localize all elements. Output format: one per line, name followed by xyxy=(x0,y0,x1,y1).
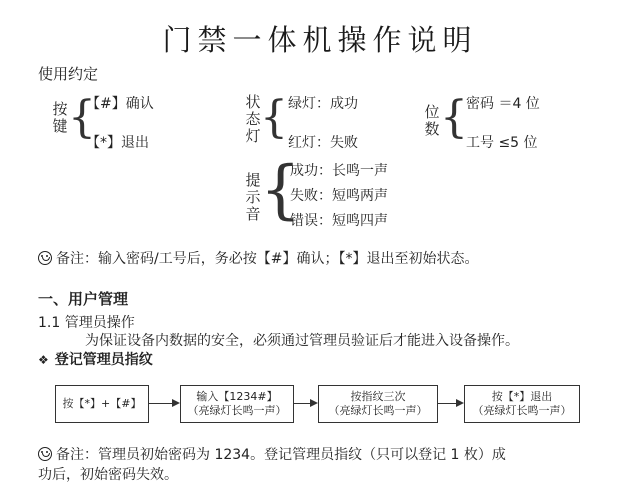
section-admin-description: 为保证设备内数据的安全，必须通过管理员验证后才能进入设备操作。 xyxy=(85,333,519,349)
section-admin-operation: 1.1 管理员操作 xyxy=(38,315,135,331)
flow-step-4-line1: 按【*】退出 xyxy=(491,390,553,403)
tone-label: 提示音 xyxy=(245,171,261,223)
tone-brace: { xyxy=(260,153,301,227)
status-light-label: 状态灯 xyxy=(245,93,261,145)
flow-step-3-line2: （亮绿灯长鸣一声） xyxy=(328,404,428,417)
digits-label: 位数 xyxy=(424,103,440,138)
flow-step-4 xyxy=(464,385,580,423)
note-2-line1: 备注：管理员初始密码为 1234。登记管理员指纹（只可以登记 1 枚）成 xyxy=(56,447,506,463)
keys-item-exit: 【*】退出 xyxy=(86,135,149,151)
keys-brace: { xyxy=(68,92,96,143)
keys-label: 按键 xyxy=(52,100,68,135)
flow-step-4-line2: （亮绿灯长鸣一声） xyxy=(472,404,572,417)
digits-brace: { xyxy=(440,92,468,143)
note-2-line2: 功后，初始密码失效。 xyxy=(38,467,178,483)
status-light-brace: { xyxy=(260,92,288,143)
smiley-icon xyxy=(38,251,52,265)
tone-failure: 失败：短鸣两声 xyxy=(290,188,388,204)
flow-step-3 xyxy=(318,385,438,423)
flow-step-3-line1: 按指纹三次 xyxy=(350,390,406,403)
tone-error: 错误：短鸣四声 xyxy=(290,213,388,229)
flow-arrow-2 xyxy=(293,403,316,404)
note-1-text: 备注：输入密码/工号后，务必按【#】确认；【*】退出至初始状态。 xyxy=(56,251,479,267)
keys-item-confirm: 【#】确认 xyxy=(86,96,154,112)
flow-step-2 xyxy=(180,385,294,423)
note-2 xyxy=(38,444,506,464)
smiley-icon xyxy=(38,447,52,461)
diamond-bullet-icon: ❖ xyxy=(38,353,49,367)
note-1 xyxy=(38,248,478,268)
flow-step-2-line1: 输入【1234#】 xyxy=(196,390,278,403)
digits-password: 密码 ＝4 位 xyxy=(466,96,540,112)
status-light-red: 红灯：失败 xyxy=(288,135,358,151)
section-user-management: 一、用户管理 xyxy=(38,290,129,308)
register-heading xyxy=(38,349,153,369)
status-light-green: 绿灯：成功 xyxy=(288,96,358,112)
flow-arrow-1 xyxy=(148,403,178,404)
flow-arrow-3 xyxy=(437,403,462,404)
flow-step-1 xyxy=(55,385,149,423)
digits-employee-id: 工号 ≤5 位 xyxy=(466,135,538,151)
page-title: 门禁一体机操作说明 xyxy=(162,23,478,57)
flow-step-2-line2: （亮绿灯长鸣一声） xyxy=(187,404,287,417)
flow-step-1-text: 按【*】+【#】 xyxy=(62,397,142,410)
register-heading-text: 登记管理员指纹 xyxy=(54,352,153,368)
conventions-heading: 使用约定 xyxy=(38,65,99,83)
tone-success: 成功：长鸣一声 xyxy=(290,163,388,179)
